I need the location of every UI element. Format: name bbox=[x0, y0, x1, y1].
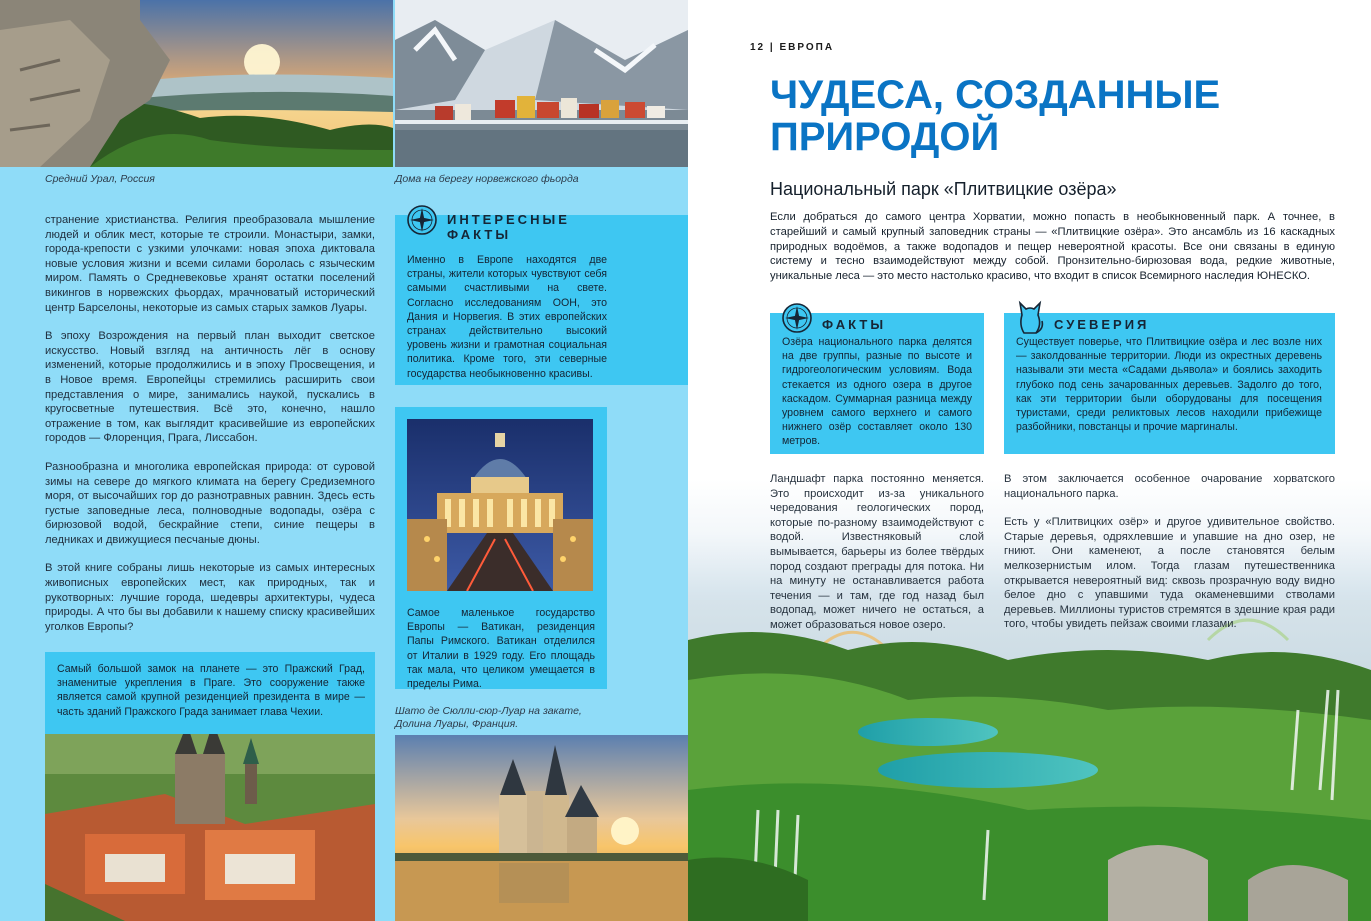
right-page bbox=[688, 0, 1371, 921]
facts-box bbox=[770, 313, 984, 454]
cat-icon bbox=[1016, 299, 1046, 340]
prague-castle-box bbox=[45, 652, 375, 734]
caption-chateau bbox=[395, 705, 582, 731]
page-title bbox=[770, 74, 1290, 158]
body-paragraph: странение христианства. Религия преобразовала мышление людей и облик мест, которые те строили. Монастыри, замки, города-крепости с узкими улочками: новая эпоха диктовала новые условия жизни и всеми силами боролась с языческим миром. Память о Средневековье хранят остатки поселений викингов в норвежских фьордах, мрачноватый исторический центр Барселоны, некоторые из самых старых замков Луары. bbox=[45, 214, 375, 314]
title-line: ПРИРОДОЙ bbox=[770, 115, 1000, 159]
superstitions-text: Существует поверье, что Плитвицкие озёра и лес возле них — заколдованные территории. Люди из окрестных деревень называли эти места «Садами дьявола» и боялись заходить глубоко под сень зачарованных деревьев. Задолго до того, как эти территории были оборудованы для посещения туристами, среди реликтовых лесов находили прибежище разбойники, повстанцы и прочие маргиналы. bbox=[1016, 336, 1322, 434]
body-paragraph: В эпоху Возрождения на первый план выходит светское искусство. Новый взгляд на античность лёг в основу изменений, которые продолжились и в эпоху Просвещения, и в Новое время. Европейцы стремились расширить свои представления о мире, занимались наукой, пускались в кругосветные путешествия. Всё это, конечно, нашло отражение в том, как выглядит красивейшие из европейских городов — Флоренция, Прага, Лиссабон. bbox=[45, 330, 375, 445]
photo-chateau-sully bbox=[395, 735, 688, 921]
body-paragraph: В этом заключается особенное очарование хорватского национального парка. bbox=[1004, 473, 1335, 500]
intro-paragraph: Если добраться до самого центра Хорватии, можно попасть в необыкновенный парк. А точнее, в старейший и самый крупный заповедник страны — «Плитвицкие озёра». Это ансамбль из 16 каскадных природных водоёмов, а также водопадов и пещер невероятной красоты. Все они связаны в единую систему и тесно взаимодействуют между собой. Пронзительно-бирюзовая вода, редкие животные, уникальные леса — это место настолько красиво, что входит в список Всемирного наследия ЮНЕСКО. bbox=[770, 211, 1335, 283]
facts-title: ФАКТЫ bbox=[447, 227, 512, 242]
charm-text-column bbox=[1004, 472, 1335, 646]
superstitions-box bbox=[1004, 313, 1335, 454]
photo-prague-castle bbox=[45, 734, 375, 921]
page-header: 12 | ЕВРОПА bbox=[750, 42, 835, 53]
caption-norway: Дома на берегу норвежского фьорда bbox=[395, 173, 579, 185]
facts-text: Именно в Европе находятся две страны, жители которых чувствуют себя самыми счастливыми на свете. Согласно исследованиям ООН, это Дания и Норвегия. В этих европейских странах действительно высокий уровень жизни и грамотная социальная политика. Кроме того, эти северные государства необыкновенно красивы. bbox=[407, 254, 607, 380]
interesting-facts-box bbox=[395, 212, 688, 385]
body-paragraph: В этой книге собраны лишь некоторые из самых интересных живописных европейских мест, как природных, так и рукотворных: лучшие города, шедевры архитектуры, чудеса природы. А что бы вы добавили к нашему списку красивейших уголков Европы? bbox=[45, 562, 375, 633]
facts-title: ИНТЕРЕСНЫЕ bbox=[447, 212, 570, 227]
intro-text-column bbox=[45, 213, 375, 648]
photo-ural bbox=[0, 0, 393, 167]
superstitions-title: СУЕВЕРИЯ bbox=[1054, 317, 1150, 332]
photo-plitvice-lakes bbox=[688, 600, 1371, 921]
caption-ural: Средний Урал, Россия bbox=[45, 173, 155, 185]
section-subtitle: Национальный парк «Плитвицкие озёра» bbox=[770, 179, 1117, 199]
vatican-text: Самое маленькое государство Европы — Ватикан, резиденция Папы Римского. Ватикан отделился от Италии в 1929 году. Его площадь так мала, что целиком умещается в пределы Рима. bbox=[407, 607, 595, 691]
caption-chateau-line: Шато де Сюлли-сюр-Луар на закате, bbox=[395, 705, 582, 717]
body-paragraph: Разнообразна и многолика европейская природа: от суровой зимы на севере до мягкого климата на берегу Средиземного моря, от высочайших гор до разнотравных равнин. Здесь есть густые заповедные леса, полноводные водопады, озёра с бирюзовой водой, бескрайние степи, синие пещеры в ледниках и движущиеся песчаные дюны. bbox=[45, 460, 375, 546]
vatican-box bbox=[395, 407, 607, 689]
landscape-text-column: Ландшафт парка постоянно меняется. Это происходит из-за уникального чередования геологических пород, которые по-разному взаимодействуют с водой. Известняковый слой вымывается, барьеры из более твёрдых пород создают преграды для потока. Ни на минуту не останавливается работа течения — и там, где год назад был водопад, может ничего не остаться, а может образоваться новое озеро. bbox=[770, 473, 984, 631]
photo-vatican bbox=[407, 419, 593, 591]
prague-text: Самый большой замок на планете — это Пражский Град, знаменитые укрепления в Праге. Это сооружение также является самой крупной резиденцией президента в мире — часть зданий Пражского Града занимает глава Чехии. bbox=[57, 663, 365, 718]
compass-icon bbox=[405, 203, 439, 242]
body-paragraph: Есть у «Плитвицких озёр» и другое удивительное свойство. Старые деревья, одряхлевшие и упавшие на дно озер, не гниют. Они каменеют, а после становятся белым мелкозернистым илом. Тогда глазам путешественника открывается невероятный вид: сквозь прозрачную воду видно белое дно с упавшими туда окаменевшими стволами деревьев. Миллионы туристов стремятся в здешние края ради того, чтобы увидеть пейзаж своими глазами. bbox=[1004, 516, 1335, 631]
facts-text: Озёра национального парка делятся на две группы, разные по высоте и гидрогеологическим условиям. Вода стекается из одного озера в другое каскадом. Суммарная разница между уровнем самого верхнего и самого нижнего озёр составляет около 130 метров. bbox=[782, 336, 972, 448]
title-line: ЧУДЕСА, СОЗДАННЫЕ bbox=[770, 73, 1221, 117]
facts-title: ФАКТЫ bbox=[822, 317, 887, 332]
caption-chateau-line: Долина Луары, Франция. bbox=[395, 718, 519, 730]
photo-norway-fjord bbox=[395, 0, 688, 167]
